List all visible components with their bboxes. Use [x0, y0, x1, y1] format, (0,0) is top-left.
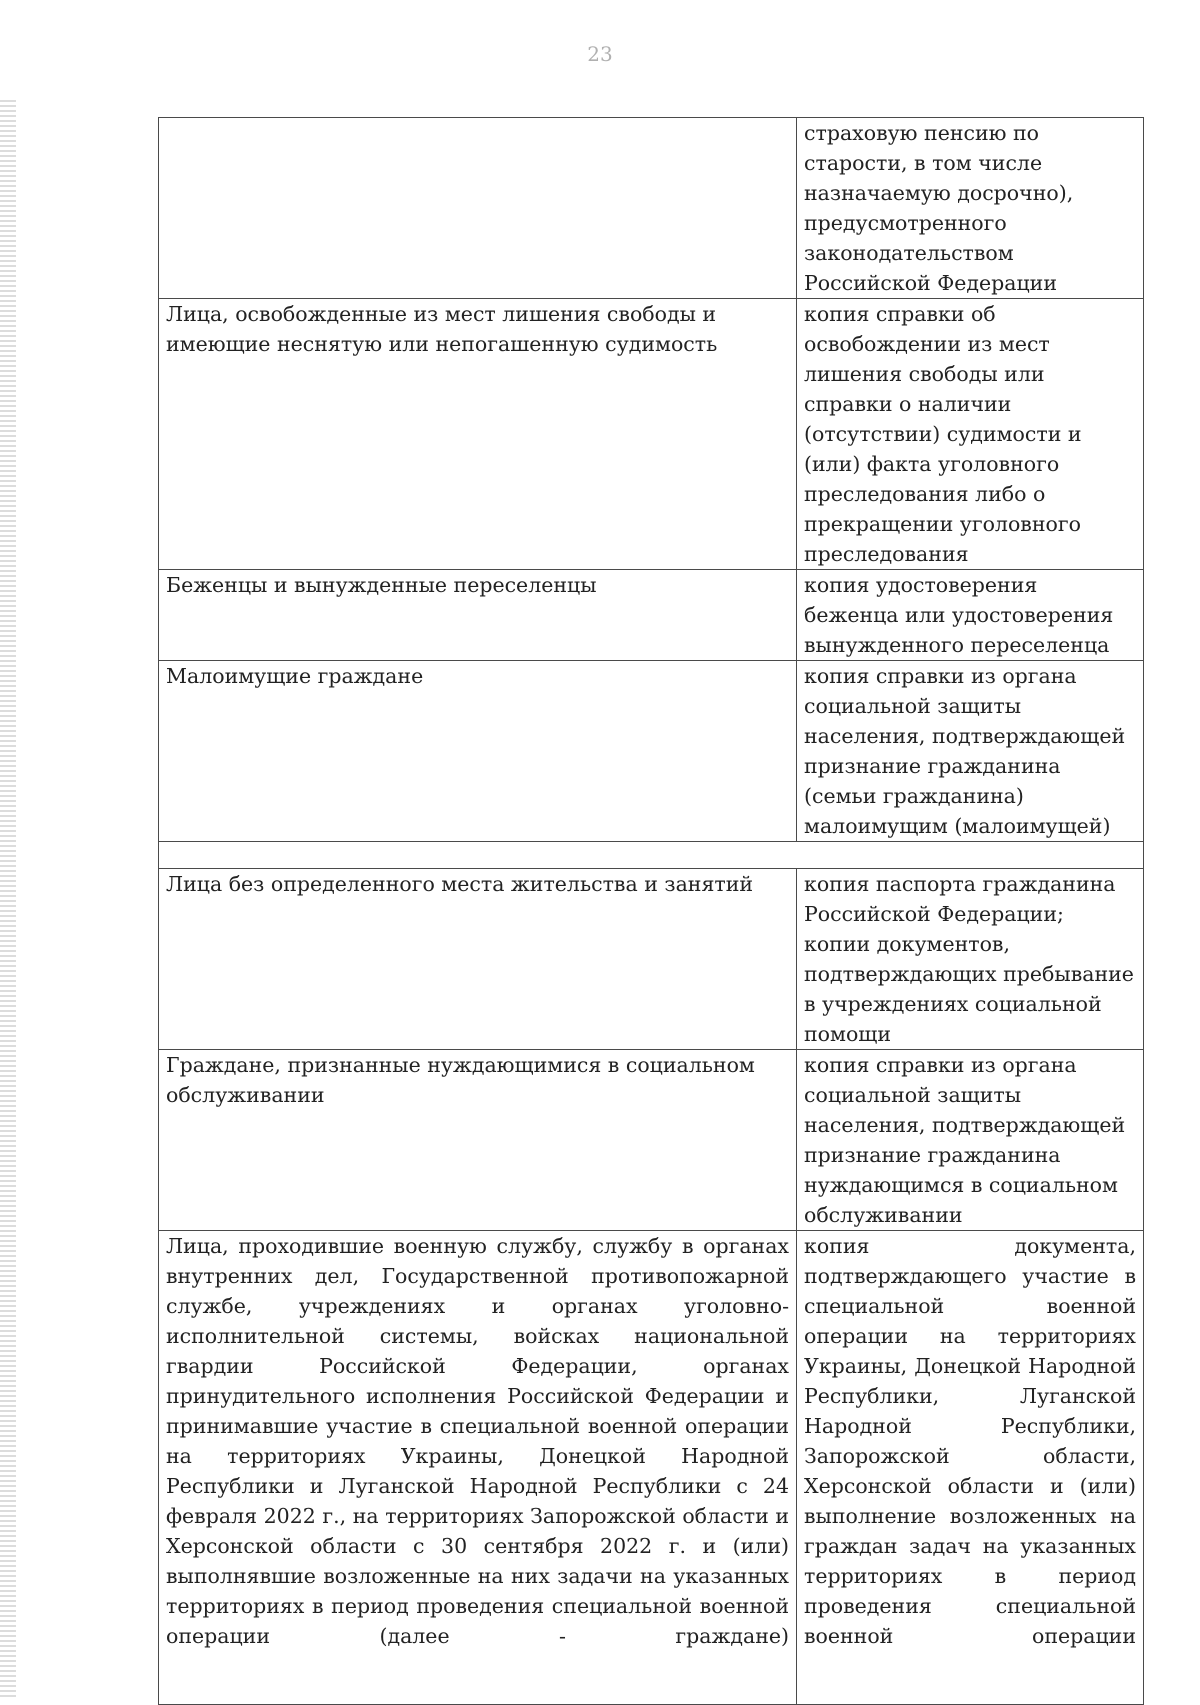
- document-cell: копия справки из органа социальной защиты населения, подтверждающей признание гражданина (семьи гражданина) малоимущим (малоимущей): [797, 661, 1144, 842]
- document-cell: копия паспорта гражданина Российской Федерации; копии документов, подтверждающих пребывание в учреждениях социальной помощи: [797, 869, 1144, 1050]
- table-row: [159, 661, 1144, 842]
- table-gap: [159, 842, 1144, 869]
- category-cell: Лица, освобожденные из мест лишения свободы и имеющие неснятую или непогашенную судимость: [159, 299, 797, 570]
- table-row: [159, 1050, 1144, 1231]
- category-cell: Лица, проходившие военную службу, службу в органах внутренних дел, Государственной противопожарной службе, учреждениях и органах уголовно-исполнительной системы, войсках национальной гвардии Российской Федерации, органах принудительного исполнения Российской Федерации и принимавшие участие в специальной военной операции на территориях Украины, Донецкой Народной Республики и Луганской Народной Республики с 24 февраля 2022 г., на территориях Запорожской области и Херсонской области с 30 сентября 2022 г. и (или) выполнявшие возложенные на них задачи на указанных территориях в период проведения специальной военной операции (далее - граждане): [159, 1231, 797, 1705]
- scan-binding-edge: [0, 100, 16, 1697]
- page-number: 23: [587, 42, 613, 66]
- document-table: [158, 117, 1144, 1705]
- category-cell: Малоимущие граждане: [159, 661, 797, 842]
- document-cell: копия справки об освобождении из мест лишения свободы или справки о наличии (отсутствии) судимости и (или) факта уголовного преследования либо о прекращении уголовного преследования: [797, 299, 1144, 570]
- category-cell: Лица без определенного места жительства и занятий: [159, 869, 797, 1050]
- category-cell: [159, 118, 797, 299]
- document-cell: копия документа, подтверждающего участие в специальной военной операции на территориях Украины, Донецкой Народной Республики, Луганской Народной Республики, Запорожской области, Херсонской области и (или) выполнение возложенных на граждан задач на указанных территориях в период проведения специальной военной операции: [797, 1231, 1144, 1705]
- document-cell: копия справки из органа социальной защиты населения, подтверждающей признание гражданина нуждающимся в социальном обслуживании: [797, 1050, 1144, 1231]
- table-row: [159, 299, 1144, 570]
- table-row: [159, 570, 1144, 661]
- category-cell: Беженцы и вынужденные переселенцы: [159, 570, 797, 661]
- table-row: [159, 869, 1144, 1050]
- table-row: [159, 118, 1144, 299]
- table-row: [159, 1231, 1144, 1705]
- category-cell: Граждане, признанные нуждающимися в социальном обслуживании: [159, 1050, 797, 1231]
- document-cell: копия удостоверения беженца или удостоверения вынужденного переселенца: [797, 570, 1144, 661]
- empty-gap-cell: [159, 842, 1144, 869]
- document-cell: страховую пенсию по старости, в том числе назначаемую досрочно), предусмотренного законодательством Российской Федерации: [797, 118, 1144, 299]
